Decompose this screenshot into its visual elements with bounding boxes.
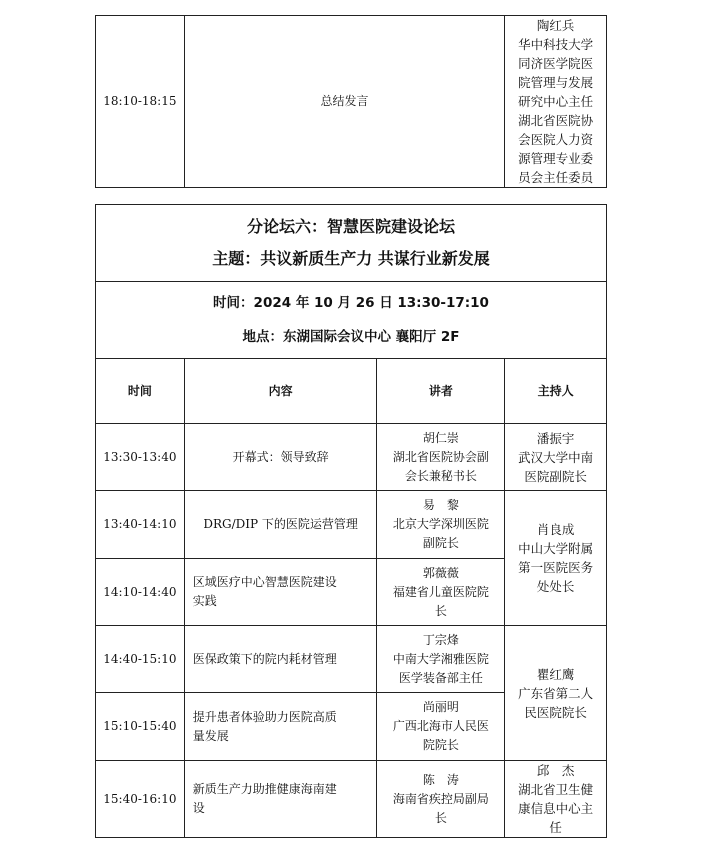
time-cell: 13:30-13:40 bbox=[96, 424, 185, 491]
previous-schedule-table bbox=[95, 15, 607, 188]
host-cell: 肖良成 中山大学附属 第一医院医务 处处长 bbox=[505, 491, 607, 626]
host-cell: 邱 杰 湖北省卫生健 康信息中心主 任 bbox=[505, 761, 607, 838]
header-row bbox=[96, 359, 607, 424]
header-speaker: 讲者 bbox=[377, 359, 505, 424]
time-cell: 14:40-15:10 bbox=[96, 626, 185, 693]
host-cell: 潘振宇 武汉大学中南 医院副院长 bbox=[505, 424, 607, 491]
speaker-cell: 易 黎 北京大学深圳医院 副院长 bbox=[377, 491, 505, 559]
forum-theme: 主题：共议新质生产力 共谋行业新发展 bbox=[212, 249, 490, 268]
speaker-cell: 郭薇薇 福建省儿童医院院 长 bbox=[377, 559, 505, 626]
header-content: 内容 bbox=[184, 359, 377, 424]
content-cell: 医保政策下的院内耗材管理 bbox=[184, 626, 377, 693]
content-cell: 区域医疗中心智慧医院建设 实践 bbox=[184, 559, 377, 626]
table-row bbox=[96, 491, 607, 559]
forum-schedule-table bbox=[95, 204, 607, 838]
table-row bbox=[96, 16, 607, 188]
forum-title: 分论坛六：智慧医院建设论坛 bbox=[246, 217, 455, 236]
forum-info-row bbox=[96, 282, 607, 359]
header-time: 时间 bbox=[96, 359, 185, 424]
table-row bbox=[96, 424, 607, 491]
speaker-cell: 陈 涛 海南省疾控局副局 长 bbox=[377, 761, 505, 838]
content-cell: DRG/DIP 下的医院运营管理 bbox=[184, 491, 377, 559]
time-cell: 15:10-15:40 bbox=[96, 693, 185, 761]
time-cell: 13:40-14:10 bbox=[96, 491, 185, 559]
time-cell: 18:10-18:15 bbox=[96, 16, 185, 188]
header-host: 主持人 bbox=[505, 359, 607, 424]
speaker-cell: 胡仁崇 湖北省医院协会副 会长兼秘书长 bbox=[377, 424, 505, 491]
forum-location: 地点：东湖国际会议中心 襄阳厅 2F bbox=[242, 329, 460, 345]
speaker-cell: 陶红兵 华中科技大学 同济医学院医 院管理与发展 研究中心主任 湖北省医院协 会医院人力资 源管理专业委 员会主任委员 bbox=[505, 16, 607, 188]
time-cell: 15:40-16:10 bbox=[96, 761, 185, 838]
content-cell: 提升患者体验助力医院高质 量发展 bbox=[184, 693, 377, 761]
time-cell: 14:10-14:40 bbox=[96, 559, 185, 626]
forum-title-row bbox=[96, 205, 607, 282]
content-cell: 新质生产力助推健康海南建 设 bbox=[184, 761, 377, 838]
content-cell: 开幕式：领导致辞 bbox=[184, 424, 377, 491]
table-row bbox=[96, 761, 607, 838]
forum-time: 时间：2024 年 10 月 26 日 13:30-17:10 bbox=[213, 295, 489, 311]
speaker-cell: 丁宗烽 中南大学湘雅医院 医学装备部主任 bbox=[377, 626, 505, 693]
table-row bbox=[96, 626, 607, 693]
host-cell: 瞿红鹰 广东省第二人 民医院院长 bbox=[505, 626, 607, 761]
content-cell: 总结发言 bbox=[184, 16, 504, 188]
speaker-cell: 尚丽明 广西北海市人民医 院院长 bbox=[377, 693, 505, 761]
